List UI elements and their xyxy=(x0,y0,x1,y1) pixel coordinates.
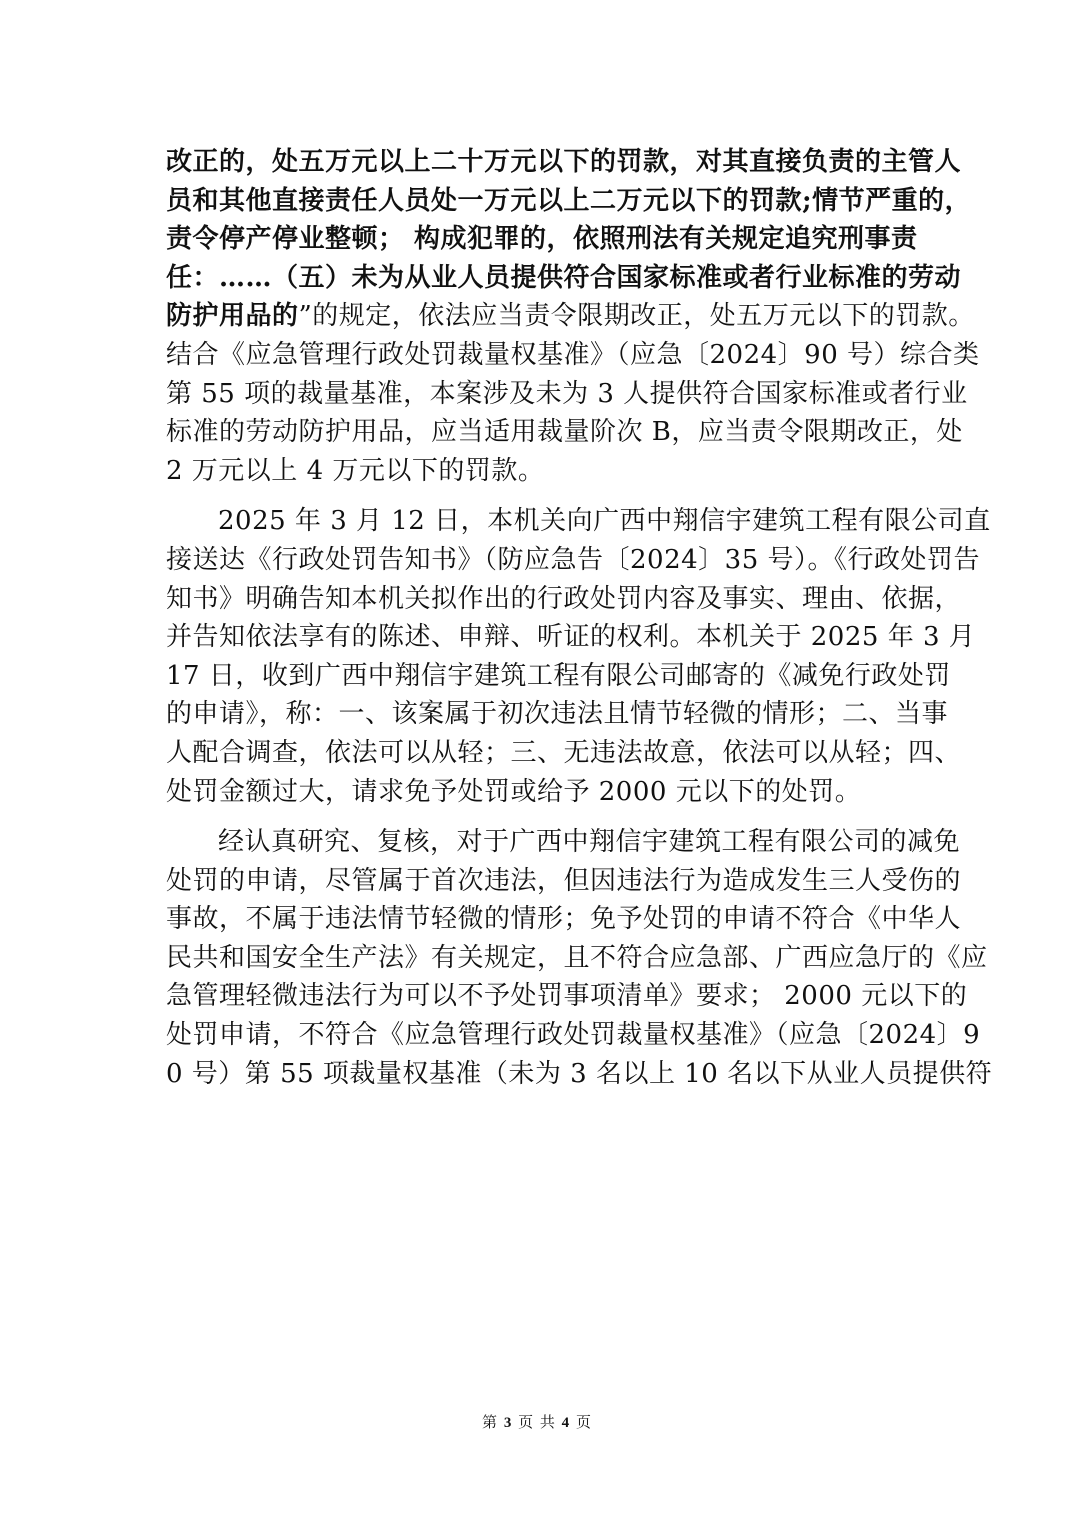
text-run: 处罚申请，不符合《应急管理行政处罚裁量权基准》（应急〔2024〕9 xyxy=(166,1020,981,1051)
text-run: 17 日，收到广西中翔信宇建筑工程有限公司邮寄的《减免行政处罚 xyxy=(166,660,951,691)
footer-total-pages: 4 xyxy=(561,1415,571,1431)
text-run: 人配合调查，依法可以从轻；三、无违法故意，依法可以从轻；四、 xyxy=(166,737,962,768)
text-run: 标准的劳动防护用品，应当适用裁量阶次 B，应当责令限期改正，处 xyxy=(166,417,963,448)
text-line xyxy=(166,182,972,221)
bold-text-run: 防护用品的 xyxy=(166,301,299,332)
text-line xyxy=(166,452,916,491)
footer-suffix: 页 xyxy=(575,1413,592,1431)
footer-current-page: 3 xyxy=(503,1415,513,1431)
text-line xyxy=(166,823,961,862)
document-body xyxy=(166,143,993,1093)
text-run: 急管理轻微违法行为可以不予处罚事项清单》要求； 2000 元以下的 xyxy=(166,981,968,1012)
text-run: 事故，不属于违法情节轻微的情形；免予处罚的申请不符合《中华人 xyxy=(166,904,962,935)
paragraph xyxy=(166,502,991,811)
paragraph-gap xyxy=(166,811,916,823)
text-line xyxy=(166,862,962,901)
text-line xyxy=(166,977,968,1016)
text-line xyxy=(166,375,968,414)
text-line xyxy=(166,695,949,734)
text-line xyxy=(166,580,962,619)
bold-text-run: 员和其他直接责任人员处一万元以上二万元以下的罚款;情节严重的， xyxy=(166,185,972,216)
text-line xyxy=(166,939,988,978)
paragraph-gap xyxy=(166,490,916,502)
paragraph xyxy=(166,823,993,1093)
text-run: 结合《应急管理行政处罚裁量权基准》（应急〔2024〕90 号）综合类 xyxy=(166,339,980,370)
text-line xyxy=(166,297,975,336)
text-line xyxy=(166,502,991,541)
bold-text-run: 任：……（五）未为从业人员提供符合国家标准或者行业标准的劳动 xyxy=(166,262,962,293)
text-run: ”的规定，依法应当责令限期改正，处五万元以下的罚款。 xyxy=(298,301,975,332)
text-line xyxy=(166,900,962,939)
paragraph xyxy=(166,143,980,490)
text-run: 2 万元以上 4 万元以下的罚款。 xyxy=(166,455,545,486)
text-run: 处罚金额过大，请求免予处罚或给予 2000 元以下的处罚。 xyxy=(166,776,862,807)
bold-text-run: 责令停产停业整顿； 构成犯罪的，依照刑法有关规定追究刑事责 xyxy=(166,224,918,255)
text-line xyxy=(166,657,951,696)
text-run: 的申请》，称：一、该案属于初次违法且情节轻微的情形；二、当事 xyxy=(166,699,949,730)
bold-text-run: 改正的，处五万元以上二十万元以下的罚款，对其直接负责的主管人 xyxy=(166,147,962,177)
text-line xyxy=(166,413,963,452)
text-run: 知书》明确告知本机关拟作出的行政处罚内容及事实、理由、依据， xyxy=(166,583,962,614)
text-run: 处罚的申请，尽管属于首次违法，但因违法行为造成发生三人受伤的 xyxy=(166,865,962,896)
text-line xyxy=(166,259,962,298)
text-line xyxy=(166,220,916,259)
text-run: 民共和国安全生产法》有关规定，且不符合应急部、广西应急厅的《应 xyxy=(166,942,988,973)
text-line xyxy=(166,143,962,182)
footer-prefix: 第 xyxy=(482,1413,499,1431)
text-run: 0 号）第 55 项裁量权基准（未为 3 名以上 10 名以下从业人员提供符 xyxy=(166,1058,993,1089)
text-line xyxy=(166,336,980,375)
text-line xyxy=(166,541,981,580)
text-line xyxy=(166,1055,993,1094)
text-run: 经认真研究、复核，对于广西中翔信宇建筑工程有限公司的减免 xyxy=(218,827,961,858)
text-line xyxy=(166,1016,981,1055)
footer-middle: 页 共 xyxy=(518,1413,556,1431)
text-run: 第 55 项的裁量基准，本案涉及未为 3 人提供符合国家标准或者行业 xyxy=(166,378,968,409)
text-line xyxy=(166,618,976,657)
text-line xyxy=(166,773,916,812)
text-run: 2025 年 3 月 12 日，本机关向广西中翔信宇建筑工程有限公司直 xyxy=(218,506,991,537)
text-run: 接送达《行政处罚告知书》（防应急告〔2024〕35 号）。《行政处罚告 xyxy=(166,544,981,575)
text-run: 并告知依法享有的陈述、申辩、听证的权利。本机关于 2025 年 3 月 xyxy=(166,622,976,653)
text-line xyxy=(166,734,962,773)
page-footer xyxy=(0,1411,1074,1432)
